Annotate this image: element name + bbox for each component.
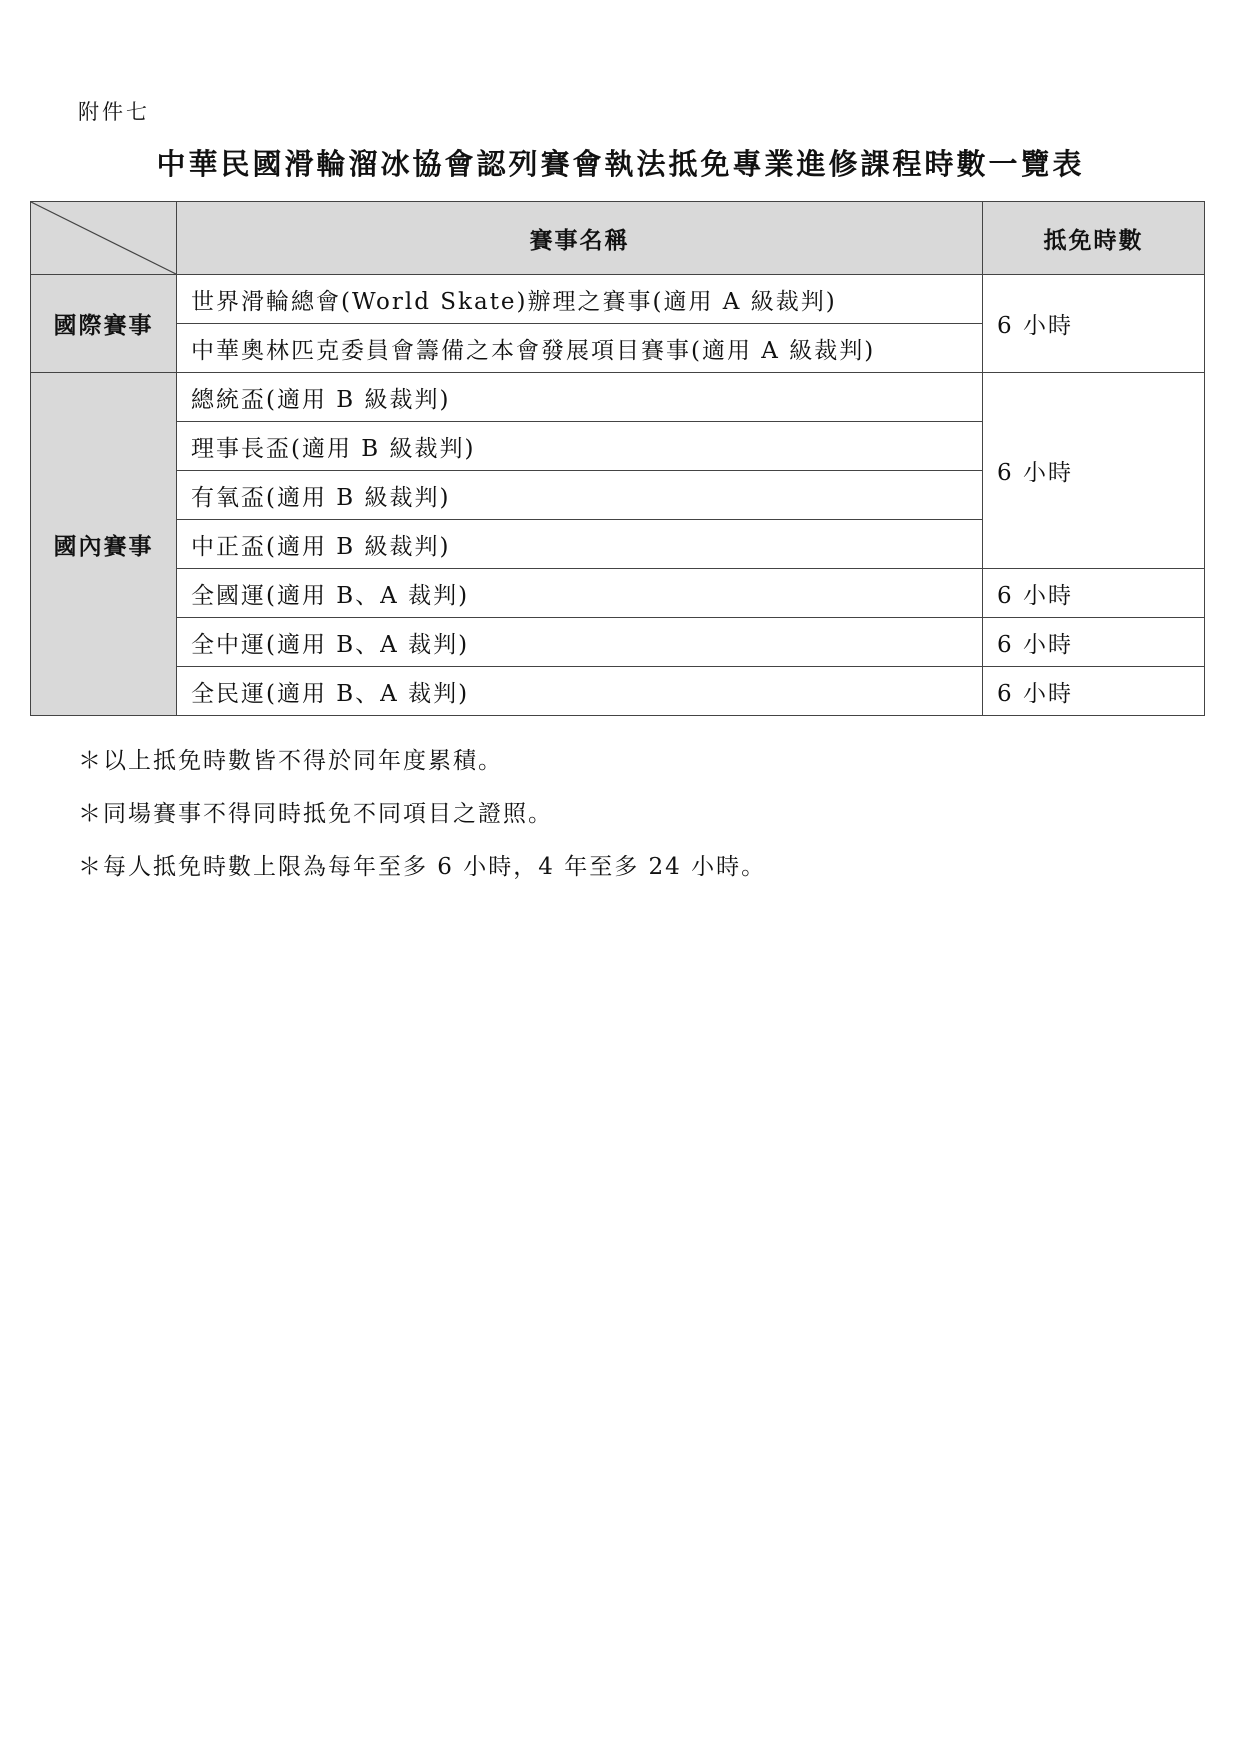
table-row: [31, 275, 1205, 324]
hours-cell: 6 小時: [983, 275, 1205, 373]
table-row: [31, 667, 1205, 716]
event-name-cell: 世界滑輪總會(World Skate)辦理之賽事(適用 A 級裁判): [177, 275, 983, 324]
table-row: [31, 373, 1205, 422]
category-international: 國際賽事: [31, 275, 177, 373]
header-hours: 抵免時數: [983, 202, 1205, 275]
exemption-hours-table: [30, 201, 1205, 716]
diagonal-header-cell: [31, 202, 177, 275]
event-name-cell: 理事長盃(適用 B 級裁判): [177, 422, 983, 471]
event-name-cell: 全中運(適用 B、A 裁判): [177, 618, 983, 667]
event-name-cell: 中正盃(適用 B 級裁判): [177, 520, 983, 569]
event-name-cell: 有氧盃(適用 B 級裁判): [177, 471, 983, 520]
note-no-duplicate-exemption: ＊同場賽事不得同時抵免不同項目之證照。: [78, 801, 553, 827]
attachment-label: 附件七: [78, 100, 150, 124]
note-hour-limit: ＊每人抵免時數上限為每年至多 6 小時，4 年至多 24 小時。: [78, 854, 767, 880]
hours-cell: 6 小時: [983, 667, 1205, 716]
event-name-cell: 全國運(適用 B、A 裁判): [177, 569, 983, 618]
table-row: [31, 618, 1205, 667]
hours-cell: 6 小時: [983, 618, 1205, 667]
event-name-cell: 全民運(適用 B、A 裁判): [177, 667, 983, 716]
table-row: [31, 569, 1205, 618]
header-event-name: 賽事名稱: [177, 202, 983, 275]
table-header-row: [31, 202, 1205, 275]
hours-cell: 6 小時: [983, 373, 1205, 569]
category-domestic: 國內賽事: [31, 373, 177, 716]
event-name-cell: 中華奧林匹克委員會籌備之本會發展項目賽事(適用 A 級裁判): [177, 324, 983, 373]
event-name-cell: 總統盃(適用 B 級裁判): [177, 373, 983, 422]
diagonal-line-icon: [31, 202, 176, 274]
document-title: 中華民國滑輪溜冰協會認列賽會執法抵免專業進修課程時數一覽表: [156, 147, 1085, 181]
note-no-accumulation: ＊以上抵免時數皆不得於同年度累積。: [78, 748, 503, 774]
hours-cell: 6 小時: [983, 569, 1205, 618]
